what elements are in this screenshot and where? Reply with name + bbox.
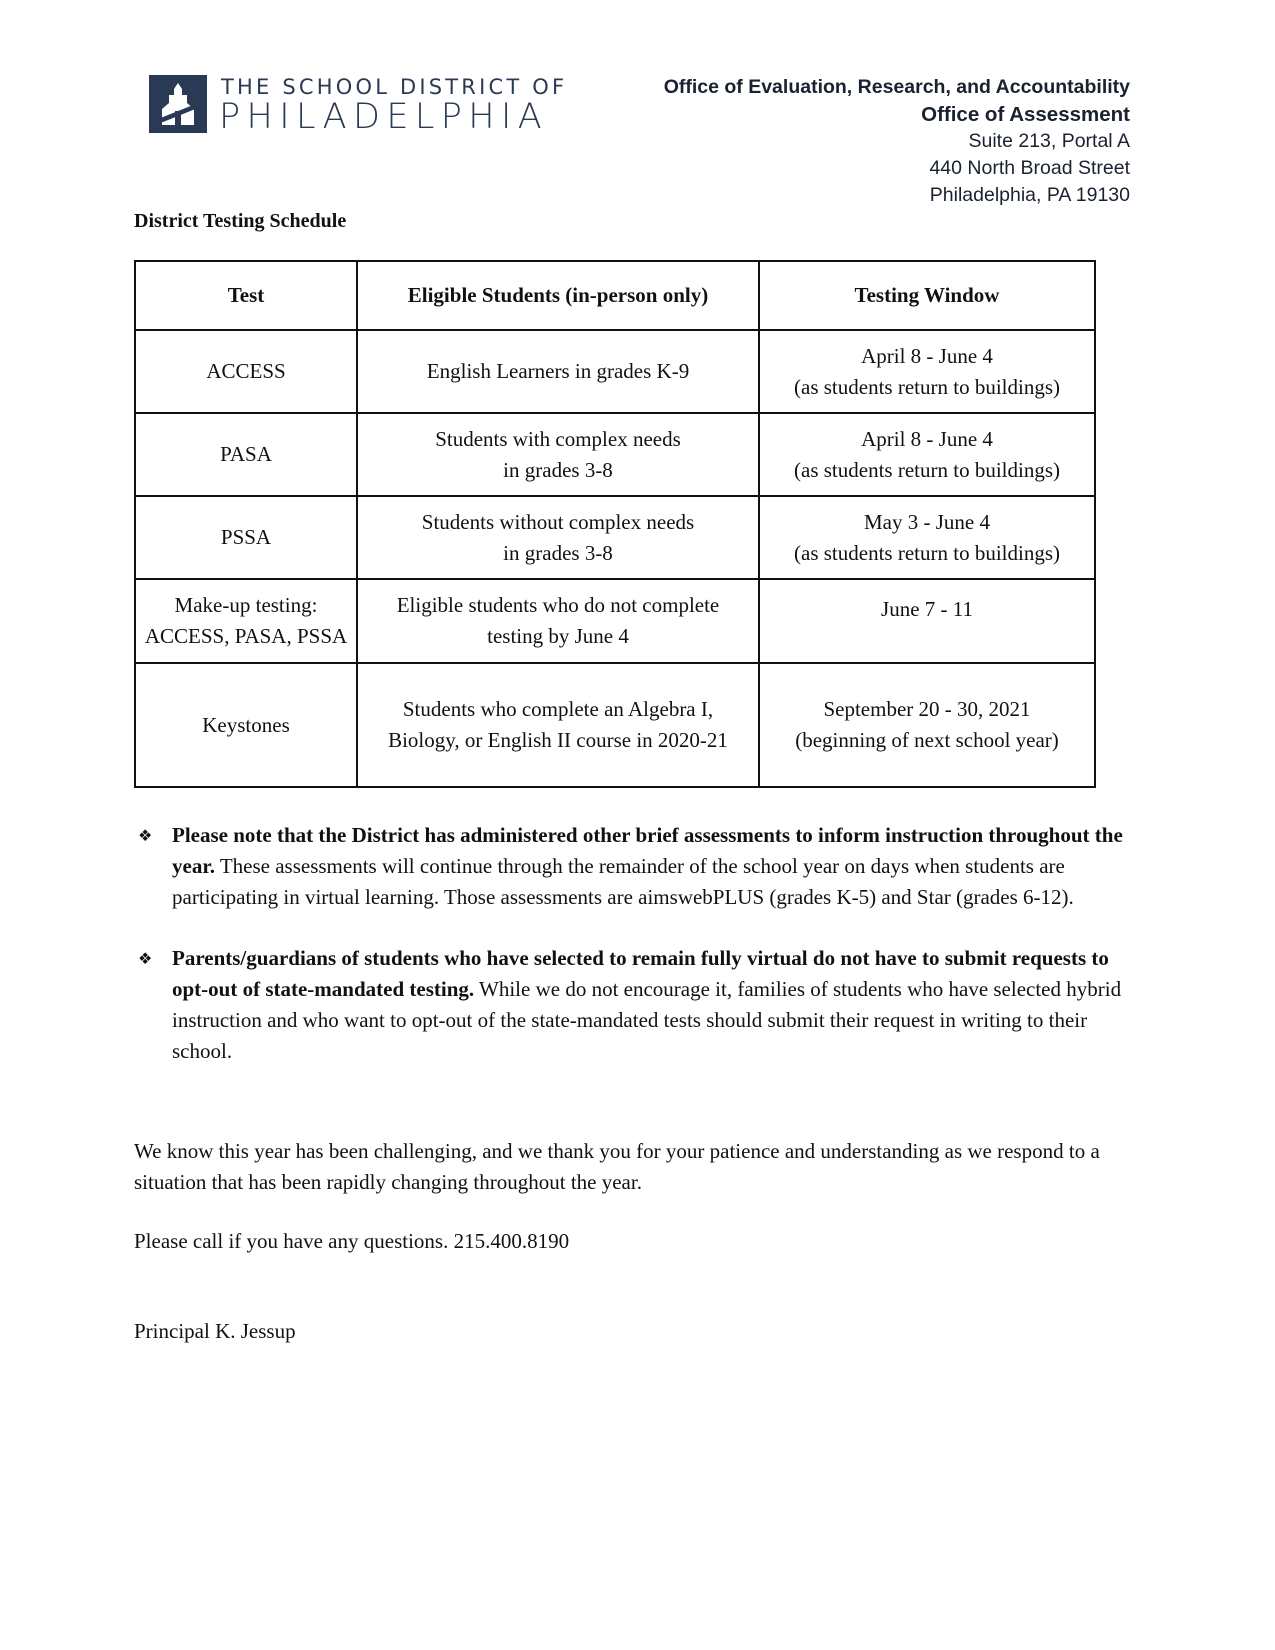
window-cell [759,413,1095,496]
cell-line: English Learners in grades K-9 [426,359,690,383]
note-text: While we do not encourage it, families of students who have selected hybrid instruction and who want to opt-out of the state-mandated tests should submit their request in writing to their school. [172,977,1122,1063]
cell-line: April 8 - June 4 [861,343,993,368]
test-cell [135,496,357,579]
cell-line: ACCESS [206,359,286,383]
cell-line: (beginning of next school year) [795,728,1059,752]
cell-line: in grades 3-8 [503,540,613,565]
column-header: Test [135,261,357,330]
logo-text-line2: PHILADELPHIA [219,97,549,137]
notes-list [134,820,1134,1097]
contact-line: Please call if you have any questions. 215.400.8190 [134,1229,570,1253]
table-row [135,330,1095,413]
cell-line: Students with complex needs [435,426,681,451]
office-address [664,74,1130,209]
cell-line: May 3 - June 4 [864,509,990,534]
window-cell [759,579,1095,663]
office-name: Office of Evaluation, Research, and Accountability [663,76,1130,98]
table-row [135,413,1095,496]
column-header: Testing Window [759,261,1095,330]
logo-text-line1: THE SCHOOL DISTRICT OF [221,75,568,99]
eligible-cell [357,663,759,787]
table-row [135,496,1095,579]
note-bold-text: Parents/guardians of students who have selected to remain fully virtual do not have to submit requests to opt-out of state-mandated testing. [172,946,1109,1001]
diamond-bullet-icon: ❖ [138,826,153,845]
testing-schedule-table [134,260,1096,788]
cell-line: ACCESS, PASA, PSSA [144,624,348,648]
test-cell [135,413,357,496]
signature: Principal K. Jessup [134,1319,296,1343]
eligible-cell [357,330,759,413]
cell-line: (as students return to buildings) [794,374,1060,399]
window-cell [759,496,1095,579]
note-text: These assessments will continue through the remainder of the school year on days when students are participating in virtual learning. Those assessments are aimswebPLUS (grades K-5) and Star (grades 6-12). [172,854,1074,909]
eligible-cell [357,579,759,663]
cell-line: June 7 - 11 [881,597,973,621]
window-cell [759,330,1095,413]
cell-line: September 20 - 30, 2021 [823,697,1031,721]
cell-line: Biology, or English II course in 2020-21 [388,728,728,752]
cell-line: (as students return to buildings) [794,457,1060,482]
test-cell [135,579,357,663]
window-cell [759,663,1095,787]
note-bold-text: Please note that the District has administered other brief assessments to inform instruction throughout the year. [172,823,1123,878]
cell-line: (as students return to buildings) [794,540,1060,565]
cell-line: in grades 3-8 [503,457,613,482]
cell-line: Keystones [202,712,290,737]
address-line: Suite 213, Portal A [968,130,1130,152]
district-logo [149,75,599,135]
cell-line: testing by June 4 [487,624,629,648]
test-cell [135,330,357,413]
cell-line: Students without complex needs [421,509,695,534]
table-row [135,579,1095,663]
table-row [135,663,1095,787]
closing-paragraph: We know this year has been challenging, and we thank you for your patience and understanding as we respond to a situation that has been rapidly changing throughout the year. [134,1139,1100,1194]
office-subname: Office of Assessment [921,103,1130,126]
eligible-cell [357,496,759,579]
eligible-cell [357,413,759,496]
cell-line: PSSA [220,525,272,549]
column-header: Eligible Students (in-person only) [357,261,759,330]
school-building-icon [149,75,207,133]
address-line: Philadelphia, PA 19130 [929,184,1130,206]
cell-line: Make-up testing: [174,593,318,617]
cell-line: Students who complete an Algebra I, [402,697,714,721]
document-title: District Testing Schedule [134,210,347,232]
test-cell [135,663,357,787]
list-item [134,943,1134,1067]
list-item [134,820,1134,913]
cell-line: Eligible students who do not complete [396,593,720,617]
cell-line: PASA [220,442,272,466]
diamond-bullet-icon: ❖ [138,949,153,968]
table-header-row [135,261,1095,330]
address-line: 440 North Broad Street [929,157,1130,179]
cell-line: April 8 - June 4 [861,426,993,451]
